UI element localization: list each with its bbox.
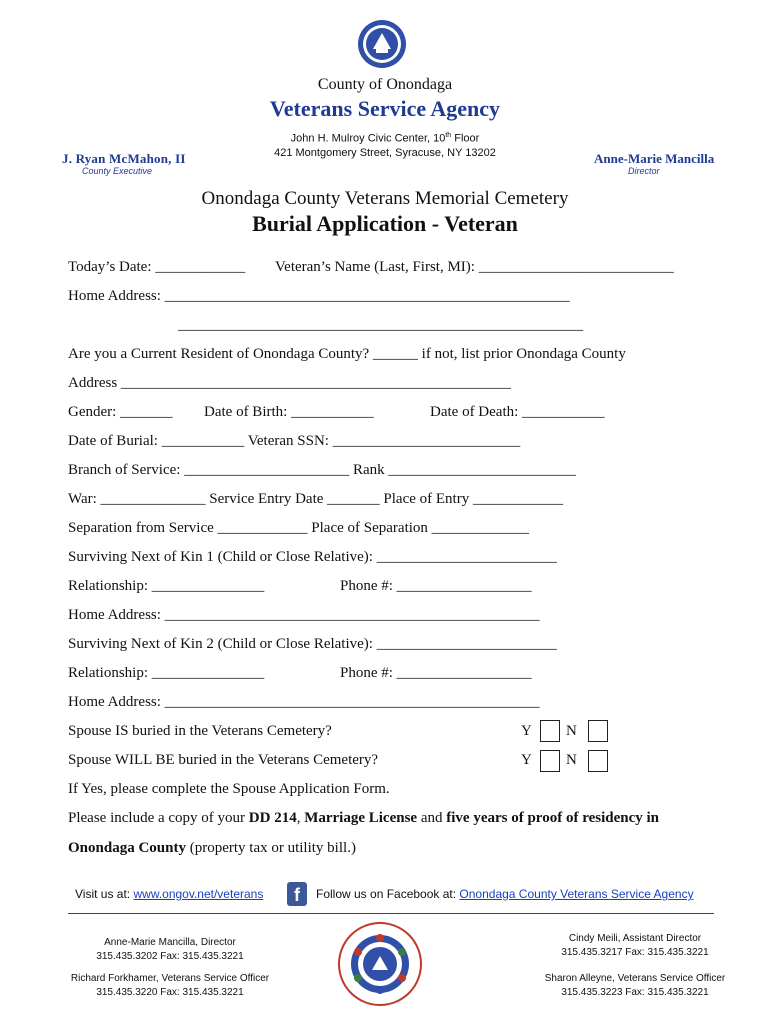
separation-field[interactable]: Separation from Service ____________ Place of Separation _____________: [68, 520, 530, 536]
gender-field[interactable]: Gender: _______: [68, 404, 173, 420]
burial-date-ssn-field[interactable]: Date of Burial: ___________ Veteran SSN: _________________________: [68, 433, 521, 449]
website-line: Visit us at: www.ongov.net/veterans: [75, 887, 264, 901]
county-seal-icon: [357, 19, 407, 69]
county-name: County of Onondaga: [317, 76, 453, 93]
director-title: Director: [628, 166, 660, 176]
prior-address-field[interactable]: Address ____________________________________________________: [68, 375, 511, 391]
no-label: N: [566, 752, 577, 768]
documents-instruction: Please include a copy of your DD 214, Marriage License and five years of proof of residency in: [68, 810, 659, 826]
county-executive-name: J. Ryan McMahon, II: [62, 151, 186, 166]
website-link[interactable]: www.ongov.net/veterans: [133, 887, 264, 901]
kin1-address-field[interactable]: Home Address: __________________________________________________: [68, 607, 540, 623]
no-label: N: [566, 723, 577, 739]
kin2-relationship-field[interactable]: Relationship: _______________: [68, 665, 265, 681]
agency-name: Veterans Service Agency: [269, 96, 501, 121]
spouse-will-be-yes-checkbox[interactable]: [540, 750, 560, 772]
spouse-buried-question: Spouse IS buried in the Veterans Cemetery?: [68, 723, 332, 739]
spouse-form-note: If Yes, please complete the Spouse Application Form.: [68, 781, 390, 797]
director-name: Anne-Marie Mancilla: [594, 151, 715, 166]
form-subtitle: Onondaga County Veterans Memorial Cemetery: [201, 188, 569, 209]
contact-director: Anne-Marie Mancilla, Director 315.435.3202 Fax: 315.435.3221: [96, 937, 244, 962]
county-executive-title: County Executive: [82, 166, 153, 176]
yes-label: Y: [521, 752, 532, 768]
spouse-buried-yes-checkbox[interactable]: [540, 720, 560, 742]
kin1-relationship-field[interactable]: Relationship: _______________: [68, 578, 265, 594]
form-title: Burial Application - Veteran: [252, 211, 518, 236]
next-of-kin-2-field[interactable]: Surviving Next of Kin 2 (Child or Close Relative): ________________________: [68, 636, 557, 652]
yes-label: Y: [521, 723, 532, 739]
footer-divider: [68, 913, 714, 914]
contact-officer-left: Richard Forkhamer, Veterans Service Officer 315.435.3220 Fax: 315.435.3221: [70, 973, 270, 998]
facebook-link[interactable]: Onondaga County Veterans Service Agency: [459, 887, 694, 901]
spouse-buried-no-checkbox[interactable]: [588, 720, 608, 742]
veteran-name-field[interactable]: Veteran’s Name (Last, First, MI): __________________________: [275, 259, 674, 275]
documents-instruction-cont: Onondaga County (property tax or utility bill.): [68, 840, 356, 856]
kin2-address-field[interactable]: Home Address: __________________________________________________: [68, 694, 540, 710]
branch-rank-field[interactable]: Branch of Service: ______________________ Rank _________________________: [68, 462, 576, 478]
kin1-phone-field[interactable]: Phone #: __________________: [340, 578, 532, 594]
home-address-line2[interactable]: ______________________________________________________: [178, 317, 583, 333]
spouse-will-be-no-checkbox[interactable]: [588, 750, 608, 772]
facebook-line: Follow us on Facebook at: Onondaga County Veterans Service Agency: [316, 887, 694, 901]
spouse-will-be-buried-question: Spouse WILL BE buried in the Veterans Cemetery?: [68, 752, 379, 768]
veterans-agency-seal-icon: [338, 922, 422, 1006]
contact-officer-right: Sharon Alleyne, Veterans Service Officer 315.435.3223 Fax: 315.435.3221: [544, 973, 726, 998]
date-of-death-field[interactable]: Date of Death: ___________: [430, 404, 605, 420]
date-of-birth-field[interactable]: Date of Birth: ___________: [204, 404, 374, 420]
agency-address: John H. Mulroy Civic Center, 10th Floor 421 Montgomery Street, Syracuse, NY 13202: [274, 132, 496, 159]
home-address-field[interactable]: Home Address: ______________________________________________________: [68, 288, 570, 304]
todays-date-field[interactable]: Today’s Date: ____________: [68, 259, 246, 275]
kin2-phone-field[interactable]: Phone #: __________________: [340, 665, 532, 681]
war-entry-field[interactable]: War: ______________ Service Entry Date _______ Place of Entry ____________: [68, 491, 563, 507]
next-of-kin-1-field[interactable]: Surviving Next of Kin 1 (Child or Close Relative): ________________________: [68, 549, 557, 565]
resident-question[interactable]: Are you a Current Resident of Onondaga County? ______ if not, list prior Onondaga County: [68, 346, 626, 362]
contact-assistant-director: Cindy Meili, Assistant Director 315.435.3217 Fax: 315.435.3221: [561, 933, 709, 958]
facebook-icon[interactable]: f: [287, 882, 307, 906]
